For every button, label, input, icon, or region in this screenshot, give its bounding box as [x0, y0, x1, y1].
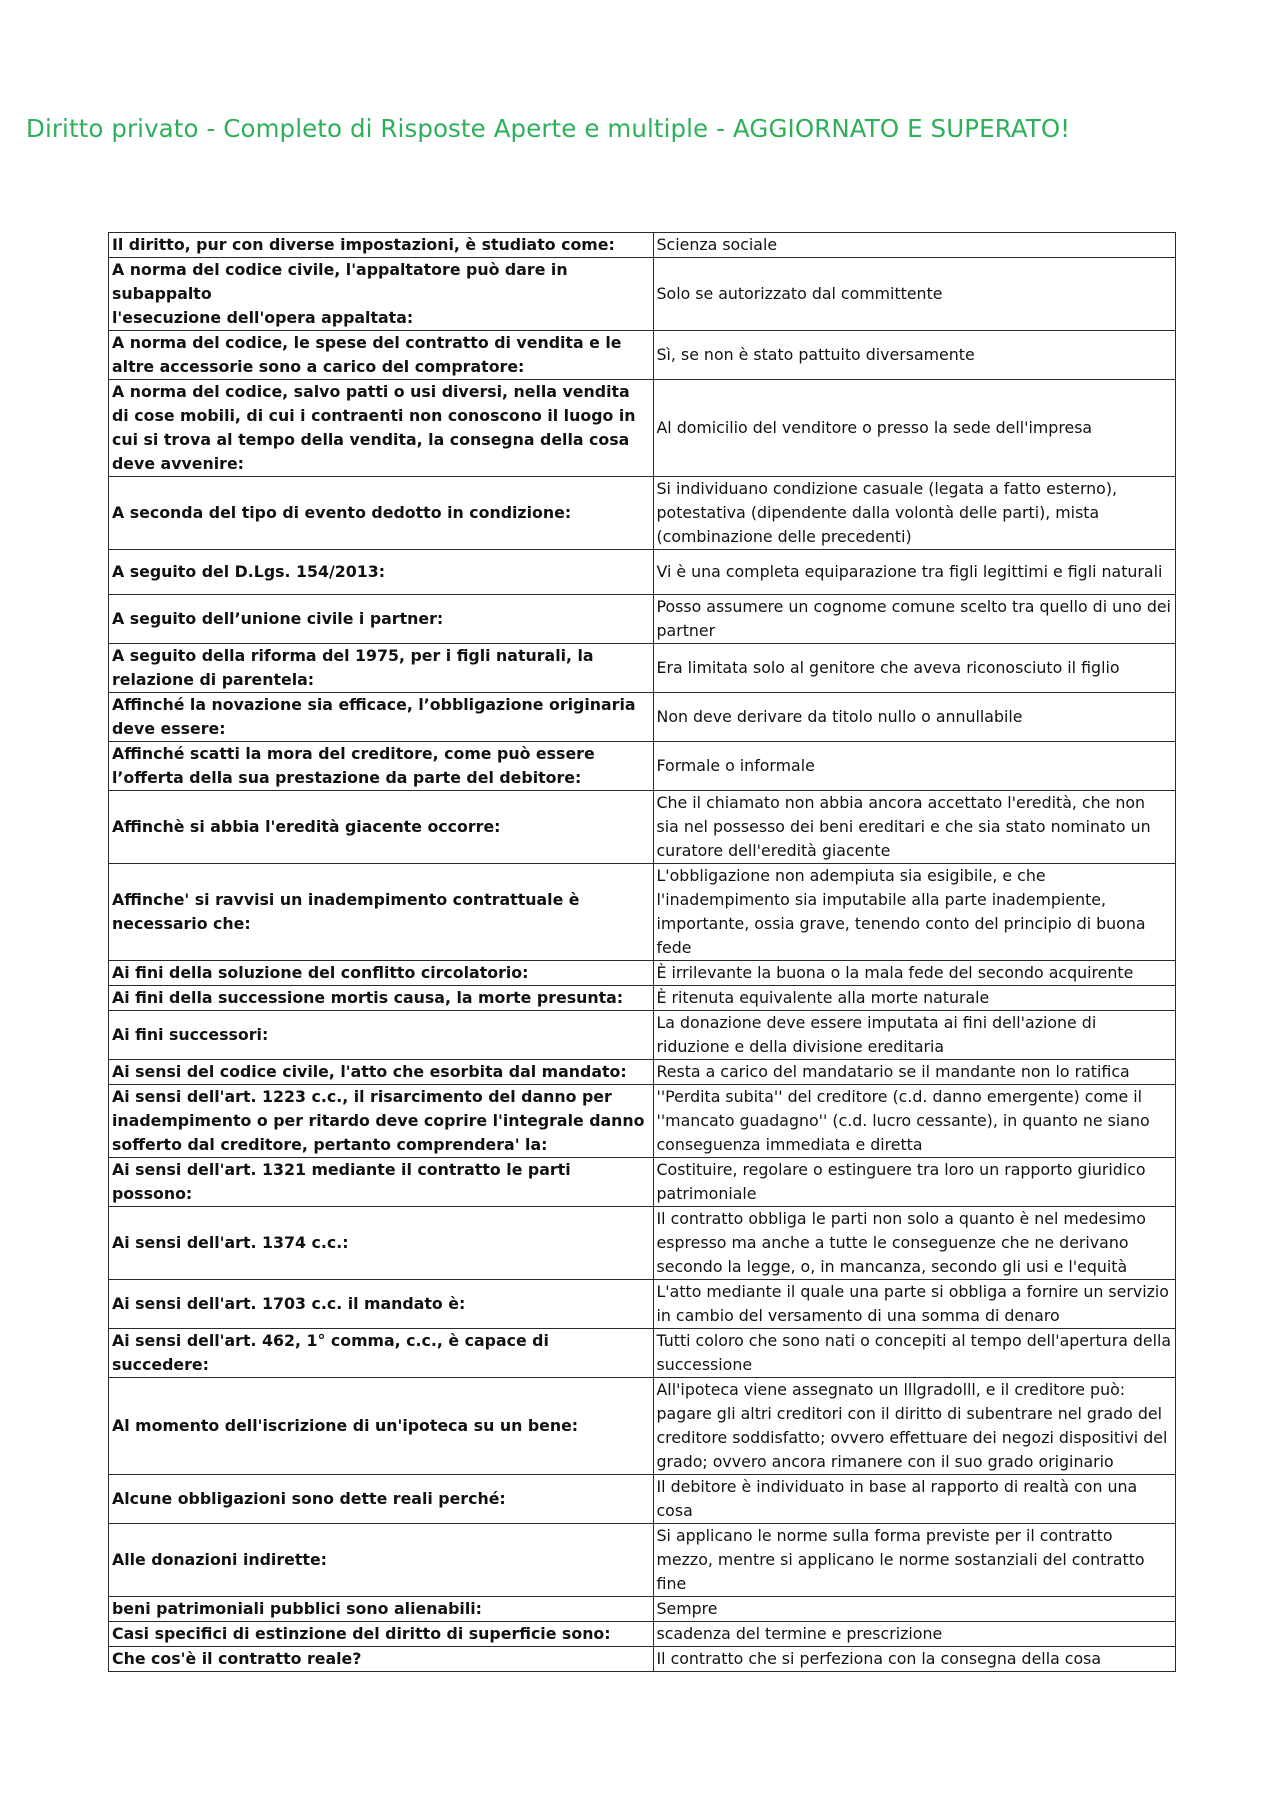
answer-cell: La donazione deve essere imputata ai fini dell'azione di riduzione e della divisione ereditaria: [653, 1011, 1176, 1060]
table-row: [109, 742, 1176, 791]
table-row: [109, 550, 1176, 595]
table-row: [109, 1378, 1176, 1475]
table-row: [109, 1597, 1176, 1622]
question-cell: Ai sensi dell'art. 1703 c.c. il mandato è:: [109, 1280, 654, 1329]
answer-cell: L'obbligazione non adempiuta sia esigibile, e che l'inadempimento sia imputabile alla parte inadempiente, importante, ossia grave, tenendo conto del principio di buona fede: [653, 864, 1176, 961]
question-cell: Ai sensi dell'art. 1223 c.c., il risarcimento del danno per inadempimento o per ritardo deve coprire l'integrale danno sofferto dal creditore, pertanto comprendera' la:: [109, 1085, 654, 1158]
table-row: [109, 1647, 1176, 1672]
table-row: [109, 1329, 1176, 1378]
question-cell: A norma del codice, le spese del contratto di vendita e le altre accessorie sono a carico del compratore:: [109, 331, 654, 380]
question-cell: Ai sensi dell'art. 1321 mediante il contratto le parti possono:: [109, 1158, 654, 1207]
question-cell: Il diritto, pur con diverse impostazioni, è studiato come:: [109, 233, 654, 258]
question-cell: Che cos'è il contratto reale?: [109, 1647, 654, 1672]
answer-cell: Il contratto obbliga le parti non solo a quanto è nel medesimo espresso ma anche a tutte le conseguenze che ne derivano secondo la legge, o, in mancanza, secondo gli usi e l'equità: [653, 1207, 1176, 1280]
table-row: [109, 1060, 1176, 1085]
answer-cell: Tutti coloro che sono nati o concepiti al tempo dell'apertura della successione: [653, 1329, 1176, 1378]
table-row: [109, 1207, 1176, 1280]
answer-cell: ''Perdita subita'' del creditore (c.d. danno emergente) come il ''mancato guadagno'' (c.d. lucro cessante), in quanto ne siano conseguenza immediata e diretta: [653, 1085, 1176, 1158]
table-row: [109, 331, 1176, 380]
question-cell: Affinché la novazione sia efficace, l’obbligazione originaria deve essere:: [109, 693, 654, 742]
table-row: [109, 693, 1176, 742]
question-cell: A seguito della riforma del 1975, per i figli naturali, la relazione di parentela:: [109, 644, 654, 693]
table-row: [109, 233, 1176, 258]
answer-cell: L'atto mediante il quale una parte si obbliga a fornire un servizio in cambio del versamento di una somma di denaro: [653, 1280, 1176, 1329]
answer-cell: Al domicilio del venditore o presso la sede dell'impresa: [653, 380, 1176, 477]
table-row: [109, 1280, 1176, 1329]
table-row: [109, 1011, 1176, 1060]
question-cell: Ai sensi del codice civile, l'atto che esorbita dal mandato:: [109, 1060, 654, 1085]
answer-cell: All'ipoteca viene assegnato un lllgradolll, e il creditore può: pagare gli altri creditori con il diritto di subentrare nel grado del creditore soddisfatto; ovvero effettuare dei negozi dispositivi del grado; ovvero ancora rimanere con il suo grado originario: [653, 1378, 1176, 1475]
table-row: [109, 864, 1176, 961]
answer-cell: Solo se autorizzato dal committente: [653, 258, 1176, 331]
table-row: [109, 1622, 1176, 1647]
answer-cell: Vi è una completa equiparazione tra figli legittimi e figli naturali: [653, 550, 1176, 595]
answer-cell: Sì, se non è stato pattuito diversamente: [653, 331, 1176, 380]
answer-cell: Non deve derivare da titolo nullo o annullabile: [653, 693, 1176, 742]
question-cell: Affinche' si ravvisi un inadempimento contrattuale è necessario che:: [109, 864, 654, 961]
table-row: [109, 791, 1176, 864]
question-cell: Ai sensi dell'art. 462, 1° comma, c.c., è capace di succedere:: [109, 1329, 654, 1378]
document-title: Diritto privato - Completo di Risposte Aperte e multiple - AGGIORNATO E SUPERATO!: [26, 114, 1071, 143]
table-row: [109, 595, 1176, 644]
answer-cell: Si applicano le norme sulla forma previste per il contratto mezzo, mentre si applicano le norme sostanziali del contratto fine: [653, 1524, 1176, 1597]
answer-cell: Il contratto che si perfeziona con la consegna della cosa: [653, 1647, 1176, 1672]
answer-cell: Posso assumere un cognome comune scelto tra quello di uno dei partner: [653, 595, 1176, 644]
table-row: [109, 961, 1176, 986]
answer-cell: È irrilevante la buona o la mala fede del secondo acquirente: [653, 961, 1176, 986]
table-row: [109, 258, 1176, 331]
question-cell: A norma del codice civile, l'appaltatore può dare in subappalto l'esecuzione dell'opera appaltata:: [109, 258, 654, 331]
question-cell: A seguito del D.Lgs. 154/2013:: [109, 550, 654, 595]
table-row: [109, 477, 1176, 550]
table-row: [109, 1475, 1176, 1524]
answer-cell: Scienza sociale: [653, 233, 1176, 258]
qa-table: [108, 232, 1176, 1672]
question-cell: Alcune obbligazioni sono dette reali perché:: [109, 1475, 654, 1524]
table-row: [109, 986, 1176, 1011]
table-row: [109, 1085, 1176, 1158]
answer-cell: Si individuano condizione casuale (legata a fatto esterno), potestativa (dipendente dalla volontà delle parti), mista (combinazione delle precedenti): [653, 477, 1176, 550]
question-cell: Ai sensi dell'art. 1374 c.c.:: [109, 1207, 654, 1280]
table-row: [109, 380, 1176, 477]
question-cell: Casi specifici di estinzione del diritto di superficie sono:: [109, 1622, 654, 1647]
question-cell: Alle donazioni indirette:: [109, 1524, 654, 1597]
question-cell: Ai fini della successione mortis causa, la morte presunta:: [109, 986, 654, 1011]
answer-cell: Costituire, regolare o estinguere tra loro un rapporto giuridico patrimoniale: [653, 1158, 1176, 1207]
answer-cell: Che il chiamato non abbia ancora accettato l'eredità, che non sia nel possesso dei beni ereditari e che sia stato nominato un curatore dell'eredità giacente: [653, 791, 1176, 864]
question-cell: Al momento dell'iscrizione di un'ipoteca su un bene:: [109, 1378, 654, 1475]
question-cell: A seconda del tipo di evento dedotto in condizione:: [109, 477, 654, 550]
question-cell: Ai fini successori:: [109, 1011, 654, 1060]
answer-cell: È ritenuta equivalente alla morte naturale: [653, 986, 1176, 1011]
table-row: [109, 1524, 1176, 1597]
question-cell: Affinché scatti la mora del creditore, come può essere l’offerta della sua prestazione da parte del debitore:: [109, 742, 654, 791]
table-row: [109, 644, 1176, 693]
table-row: [109, 1158, 1176, 1207]
answer-cell: scadenza del termine e prescrizione: [653, 1622, 1176, 1647]
question-cell: beni patrimoniali pubblici sono alienabili:: [109, 1597, 654, 1622]
answer-cell: Sempre: [653, 1597, 1176, 1622]
question-cell: Affinchè si abbia l'eredità giacente occorre:: [109, 791, 654, 864]
question-cell: A seguito dell’unione civile i partner:: [109, 595, 654, 644]
question-cell: Ai fini della soluzione del conflitto circolatorio:: [109, 961, 654, 986]
answer-cell: Formale o informale: [653, 742, 1176, 791]
answer-cell: Era limitata solo al genitore che aveva riconosciuto il figlio: [653, 644, 1176, 693]
question-cell: A norma del codice, salvo patti o usi diversi, nella vendita di cose mobili, di cui i contraenti non conoscono il luogo in cui si trova al tempo della vendita, la consegna della cosa deve avvenire:: [109, 380, 654, 477]
answer-cell: Resta a carico del mandatario se il mandante non lo ratifica: [653, 1060, 1176, 1085]
answer-cell: Il debitore è individuato in base al rapporto di realtà con una cosa: [653, 1475, 1176, 1524]
